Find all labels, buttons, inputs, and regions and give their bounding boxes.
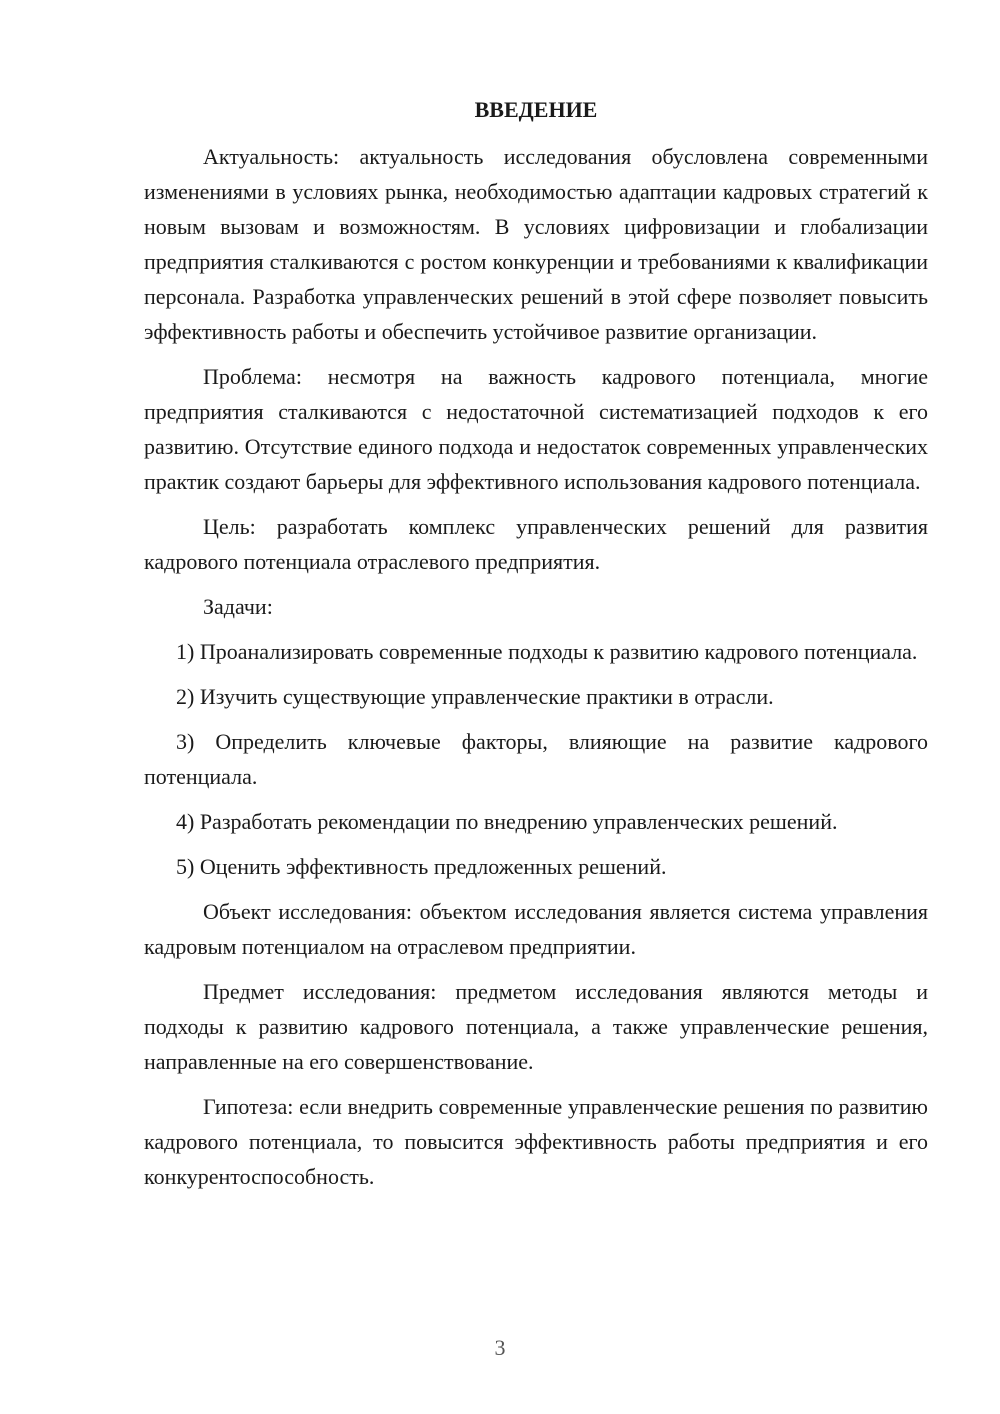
task-item-4: 4) Разработать рекомендации по внедрению управленческих решений. xyxy=(176,809,838,834)
page-number: 3 xyxy=(494,1335,506,1360)
relevance-paragraph: Актуальность: актуальность исследования обусловлена современными изменениями в условиях рынка, необходимостью адаптации кадровых стратегий к новым вызовам и возможностям. В условиях цифровизации и глобализации предприятия сталкиваются с ростом конкуренции и требованиями к квалификации персонала. Разработка управленческих решений в этой сфере позволяет повысить эффективность работы и обеспечить устойчивое развитие организации. xyxy=(144,144,928,344)
problem-paragraph: Проблема: несмотря на важность кадрового потенциала, многие предприятия сталкиваются с недостаточной систематизацией подходов к его развитию. Отсутствие единого подхода и недостаток современных управленческих практик создают барьеры для эффективного использования кадрового потенциала. xyxy=(144,364,928,494)
subject-paragraph: Предмет исследования: предметом исследования являются методы и подходы к развитию кадрового потенциала, а также управленческие решения, направленные на его совершенствование. xyxy=(144,979,928,1074)
page-content xyxy=(144,92,928,1204)
hypothesis-paragraph: Гипотеза: если внедрить современные управленческие решения по развитию кадрового потенциала, то повысится эффективность работы предприятия и его конкурентоспособность. xyxy=(144,1094,928,1189)
section-heading: ВВЕДЕНИЕ xyxy=(474,97,598,122)
task-item-3: 3) Определить ключевые факторы, влияющие на развитие кадрового потенциала. xyxy=(144,729,928,789)
tasks-label: Задачи: xyxy=(203,594,273,619)
task-item-1: 1) Проанализировать современные подходы к развитию кадрового потенциала. xyxy=(176,639,918,664)
task-item-5: 5) Оценить эффективность предложенных решений. xyxy=(176,854,667,879)
goal-paragraph: Цель: разработать комплекс управленческих решений для развития кадрового потенциала отраслевого предприятия. xyxy=(144,514,928,574)
object-paragraph: Объект исследования: объектом исследования является система управления кадровым потенциалом на отраслевом предприятии. xyxy=(144,899,928,959)
tasks-list xyxy=(144,634,928,884)
task-item-2: 2) Изучить существующие управленческие практики в отрасли. xyxy=(176,684,774,709)
